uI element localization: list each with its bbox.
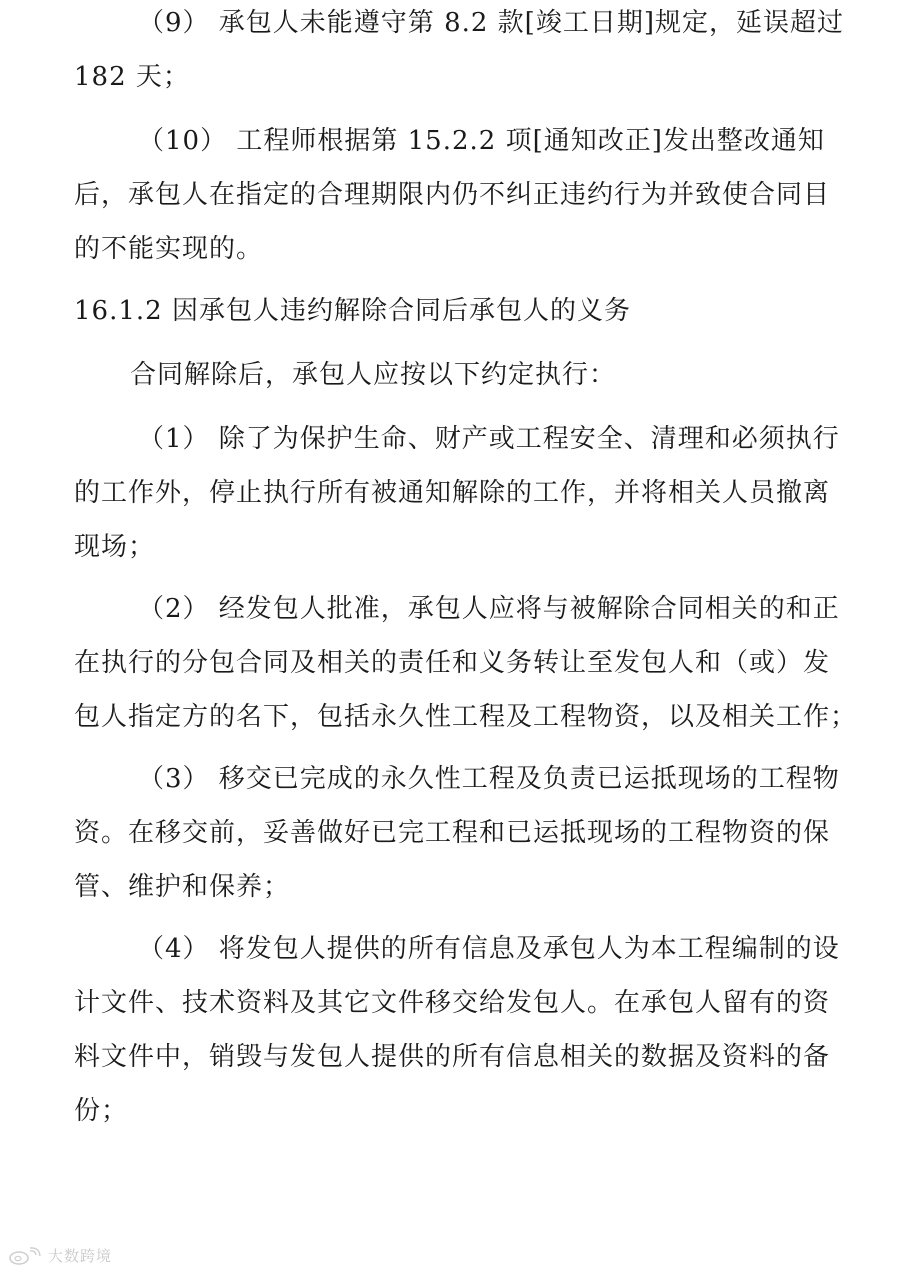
text-line: 份； xyxy=(74,1096,129,1126)
watermark xyxy=(8,1245,112,1266)
watermark-text: 大数跨境 xyxy=(48,1247,113,1265)
paragraph-duty-1 xyxy=(74,412,840,574)
text-line: 合同解除后，承包人应按以下约定执行： xyxy=(130,360,617,390)
paragraph-duty-4 xyxy=(74,922,840,1138)
text-line: 计文件、技术资料及其它文件移交给发包人。在承包人留有的资 xyxy=(74,988,831,1018)
text-line: （9） 承包人未能遵守第 8.2 款[竣工日期]规定，延误超过 xyxy=(138,8,844,38)
weibo-logo-icon xyxy=(8,1247,42,1265)
section-heading-16-1-2 xyxy=(74,284,834,338)
paragraph-item-9 xyxy=(74,0,844,104)
paragraph-duty-2 xyxy=(74,582,858,744)
text-line: 的不能实现的。 xyxy=(74,234,264,264)
text-line: 182 天； xyxy=(74,62,190,92)
text-line: （4） 将发包人提供的所有信息及承包人为本工程编制的设 xyxy=(138,934,840,964)
paragraph-intro xyxy=(74,348,834,402)
text-line: 资。在移交前，妥善做好已完工程和已运抵现场的工程物资的保 xyxy=(74,818,831,848)
text-line: （2） 经发包人批准，承包人应将与被解除合同相关的和正 xyxy=(138,594,840,624)
paragraph-duty-3 xyxy=(74,752,840,914)
text-line: （1） 除了为保护生命、财产或工程安全、清理和必须执行 xyxy=(138,424,840,454)
text-line: 料文件中，销毁与发包人提供的所有信息相关的数据及资料的备 xyxy=(74,1042,831,1072)
text-line: 在执行的分包合同及相关的责任和义务转让至发包人和（或）发 xyxy=(74,648,831,678)
text-line: 现场； xyxy=(74,532,156,562)
text-line: 的工作外，停止执行所有被通知解除的工作，并将相关人员撤离 xyxy=(74,478,831,508)
text-line: 后，承包人在指定的合理期限内仍不纠正违约行为并致使合同目 xyxy=(74,180,831,210)
text-line: 包人指定方的名下，包括永久性工程及工程物资，以及相关工作； xyxy=(74,702,858,732)
text-line: （10） 工程师根据第 15.2.2 项[通知改正]发出整改通知 xyxy=(138,126,825,156)
text-line: 管、维护和保养； xyxy=(74,872,291,902)
text-line: 16.1.2 因承包人违约解除合同后承包人的义务 xyxy=(74,296,631,326)
text-line: （3） 移交已完成的永久性工程及负责已运抵现场的工程物 xyxy=(138,764,840,794)
paragraph-item-10 xyxy=(74,114,834,276)
